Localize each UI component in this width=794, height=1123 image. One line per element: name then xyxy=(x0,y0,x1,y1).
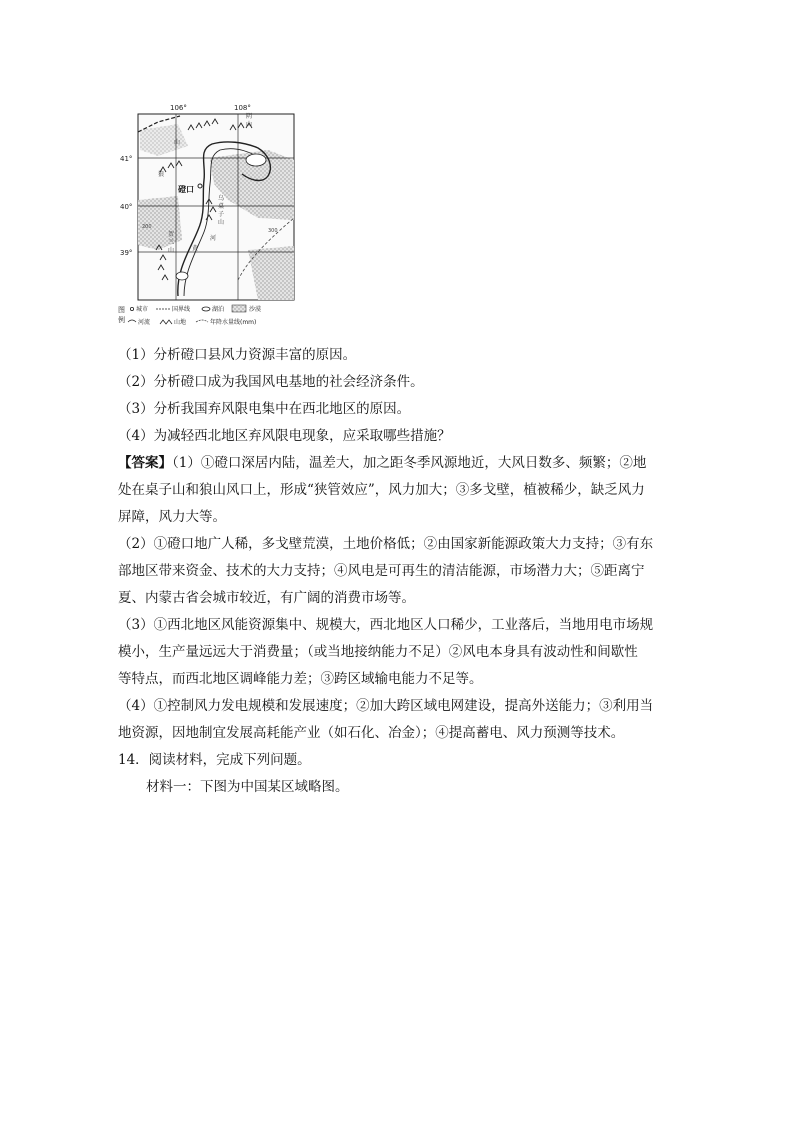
region-map-figure xyxy=(118,100,318,340)
lon-label-106: 106° xyxy=(170,104,187,112)
city-label: 磴口 xyxy=(178,185,194,194)
answer-line: 处在桌子山和狼山风口上，形成“狭管效应”，风力加大；③多戈壁，植被稀少，缺乏风力 xyxy=(118,482,645,498)
question-14-material: 材料一：下图为中国某区域略图。 xyxy=(146,779,349,795)
place-label: 桌 xyxy=(218,203,225,210)
lat-label-39: 39° xyxy=(120,249,133,257)
answer-tag: 【答案】 xyxy=(118,455,172,471)
place-label: 乌 xyxy=(218,195,225,202)
place-label: 山 xyxy=(246,121,253,128)
question-line: （3）分析我国弃风限电集中在西北地区的原因。 xyxy=(118,401,411,417)
lon-label-108: 108° xyxy=(234,104,251,112)
legend-item-mountain: 山地 xyxy=(174,319,187,326)
lake xyxy=(246,154,266,166)
legend-isohyet-symbol xyxy=(196,320,208,322)
place-label: 河 xyxy=(210,235,217,242)
question-line: （2）分析磴口成为我国风电基地的社会经济条件。 xyxy=(118,374,424,390)
question-14-title: 14．阅读材料，完成下列问题。 xyxy=(118,752,311,768)
city-marker xyxy=(198,184,202,188)
legend-title: 图 xyxy=(118,306,125,314)
place-label: 阴 xyxy=(246,113,253,120)
answer-line: 【答案】（1）①磴口深居内陆，温差大，加之距冬季风源地近，大风日数多、频繁；②地 xyxy=(118,455,647,471)
legend-title: 例 xyxy=(118,316,125,324)
place-label: 山 xyxy=(218,219,225,226)
legend-river-symbol xyxy=(128,320,136,322)
desert-area xyxy=(138,196,182,250)
answer-line: 部地区带来资金、技术的大力支持；④风电是可再生的清洁能源，市场潜力大；⑤距离宁 xyxy=(118,563,645,579)
lat-label-41: 41° xyxy=(120,155,133,163)
legend-mountain-symbol xyxy=(160,320,172,324)
place-label: 子 xyxy=(218,211,225,218)
legend-item-city: 城市 xyxy=(136,306,149,313)
legend-lake-symbol xyxy=(202,307,210,311)
place-label: 山 xyxy=(174,139,181,146)
answer-line: （3）①西北地区风能资源集中、规模大，西北地区人口稀少，工业落后，当地用电市场规 xyxy=(118,617,654,633)
isohyet-label: 300 xyxy=(268,228,278,234)
legend-item-river: 河流 xyxy=(138,319,151,326)
answer-line: （4）①控制风力发电规模和发展速度；②加大跨区域电网建设，提高外送能力；③利用当 xyxy=(118,698,654,714)
question-line: （1）分析磴口县风力资源丰富的原因。 xyxy=(118,347,357,363)
answer-line: 屏障，风力大等。 xyxy=(118,509,226,525)
answer-line: 模小，生产量远远大于消费量；（或当地接纳能力不足）②风电本身具有波动性和间歇性 xyxy=(118,644,638,660)
answer-line: （2）①磴口地广人稀，多戈壁荒漠，土地价格低；②由国家新能源政策大力支持；③有东 xyxy=(118,536,654,552)
answer-line: 夏、内蒙古省会城市较近，有广阔的消费市场等。 xyxy=(118,590,415,606)
answer-line: 等特点，而西北地区调峰能力差；③跨区域输电能力不足等。 xyxy=(118,671,483,687)
region-map xyxy=(118,100,318,340)
legend-item-desert: 沙漠 xyxy=(249,306,262,313)
place-label: 黄 xyxy=(192,245,199,252)
lake xyxy=(176,272,188,280)
legend-item-isohyet: 年降水量线(mm) xyxy=(210,319,257,326)
answer-line: 地资源，因地制宜发展高耗能产业（如石化、冶金）；④提高蓄电、风力预测等技术。 xyxy=(118,725,625,741)
isohyet-label: 200 xyxy=(142,224,152,230)
legend-item-border: 国界线 xyxy=(172,306,191,313)
legend-desert-symbol xyxy=(232,305,246,312)
place-label: 狼 xyxy=(158,171,165,178)
place-label: 山 xyxy=(168,247,175,254)
question-line: （4）为减轻西北地区弃风限电现象，应采取哪些措施？ xyxy=(118,428,451,444)
legend-city-symbol xyxy=(130,307,133,310)
place-label: 贺 xyxy=(168,231,175,238)
legend-item-lake: 湖泊 xyxy=(212,306,225,313)
lat-label-40: 40° xyxy=(120,203,133,211)
place-label: 兰 xyxy=(168,239,175,246)
question-text-block xyxy=(118,342,678,801)
